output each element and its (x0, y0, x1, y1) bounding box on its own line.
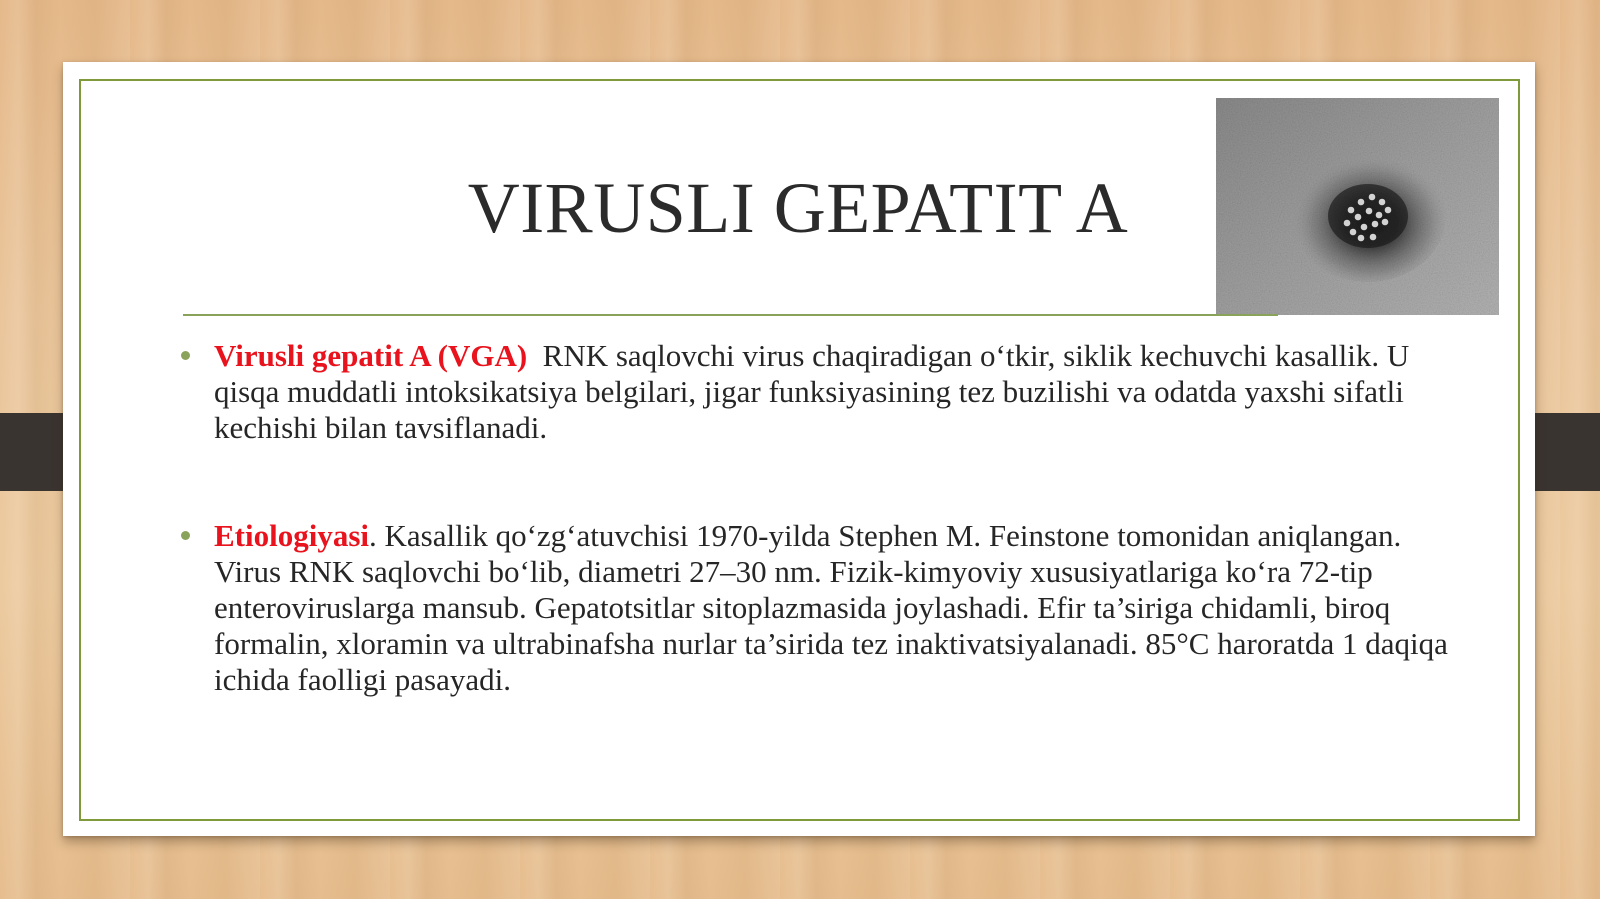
bullet-text: . Kasallik qo‘zg‘atuvchisi 1970-yilda Stephen M. Feinstone tomonidan aniqlangan. Virus RNK saqlovchi bo‘lib, diametri 27–30 nm. Fizik-kimyoviy xususiyatlariga ko‘ra 72-tip enteroviruslarga mansub. Gepatotsitlar sitoplazmasida joylashadi. Efir ta’siriga chidamli, biroq formalin, xloramin va ultrabinafsha nurlar ta’sirida tez inaktivatsiyalanadi. 85°C haroratda 1 daqiqa ichida faolligi pasayadi. (214, 518, 1448, 697)
slide (63, 62, 1535, 836)
bullet-icon (181, 531, 190, 540)
title-divider (183, 314, 1278, 316)
list-item (178, 518, 1448, 698)
slide-title: VIRUSLI GEPATIT A (467, 168, 1129, 248)
bullet-term: Etiologiyasi (214, 518, 370, 553)
bullet-icon (181, 351, 190, 360)
bullet-list (178, 338, 1448, 698)
virus-micrograph-image (1216, 98, 1499, 315)
bullet-term: Virusli gepatit A (VGA) (214, 338, 528, 373)
bullet-text: RNK saqlovchi virus chaqiradigan o‘tkir, siklik kechuvchi kasallik. U qisqa muddatli intoksikatsiya belgilari, jigar funksiyasining tez buzilishi va odatda yaxshi sifatli kechishi bilan tavsiflanadi. (214, 338, 1417, 445)
list-item (178, 338, 1448, 446)
